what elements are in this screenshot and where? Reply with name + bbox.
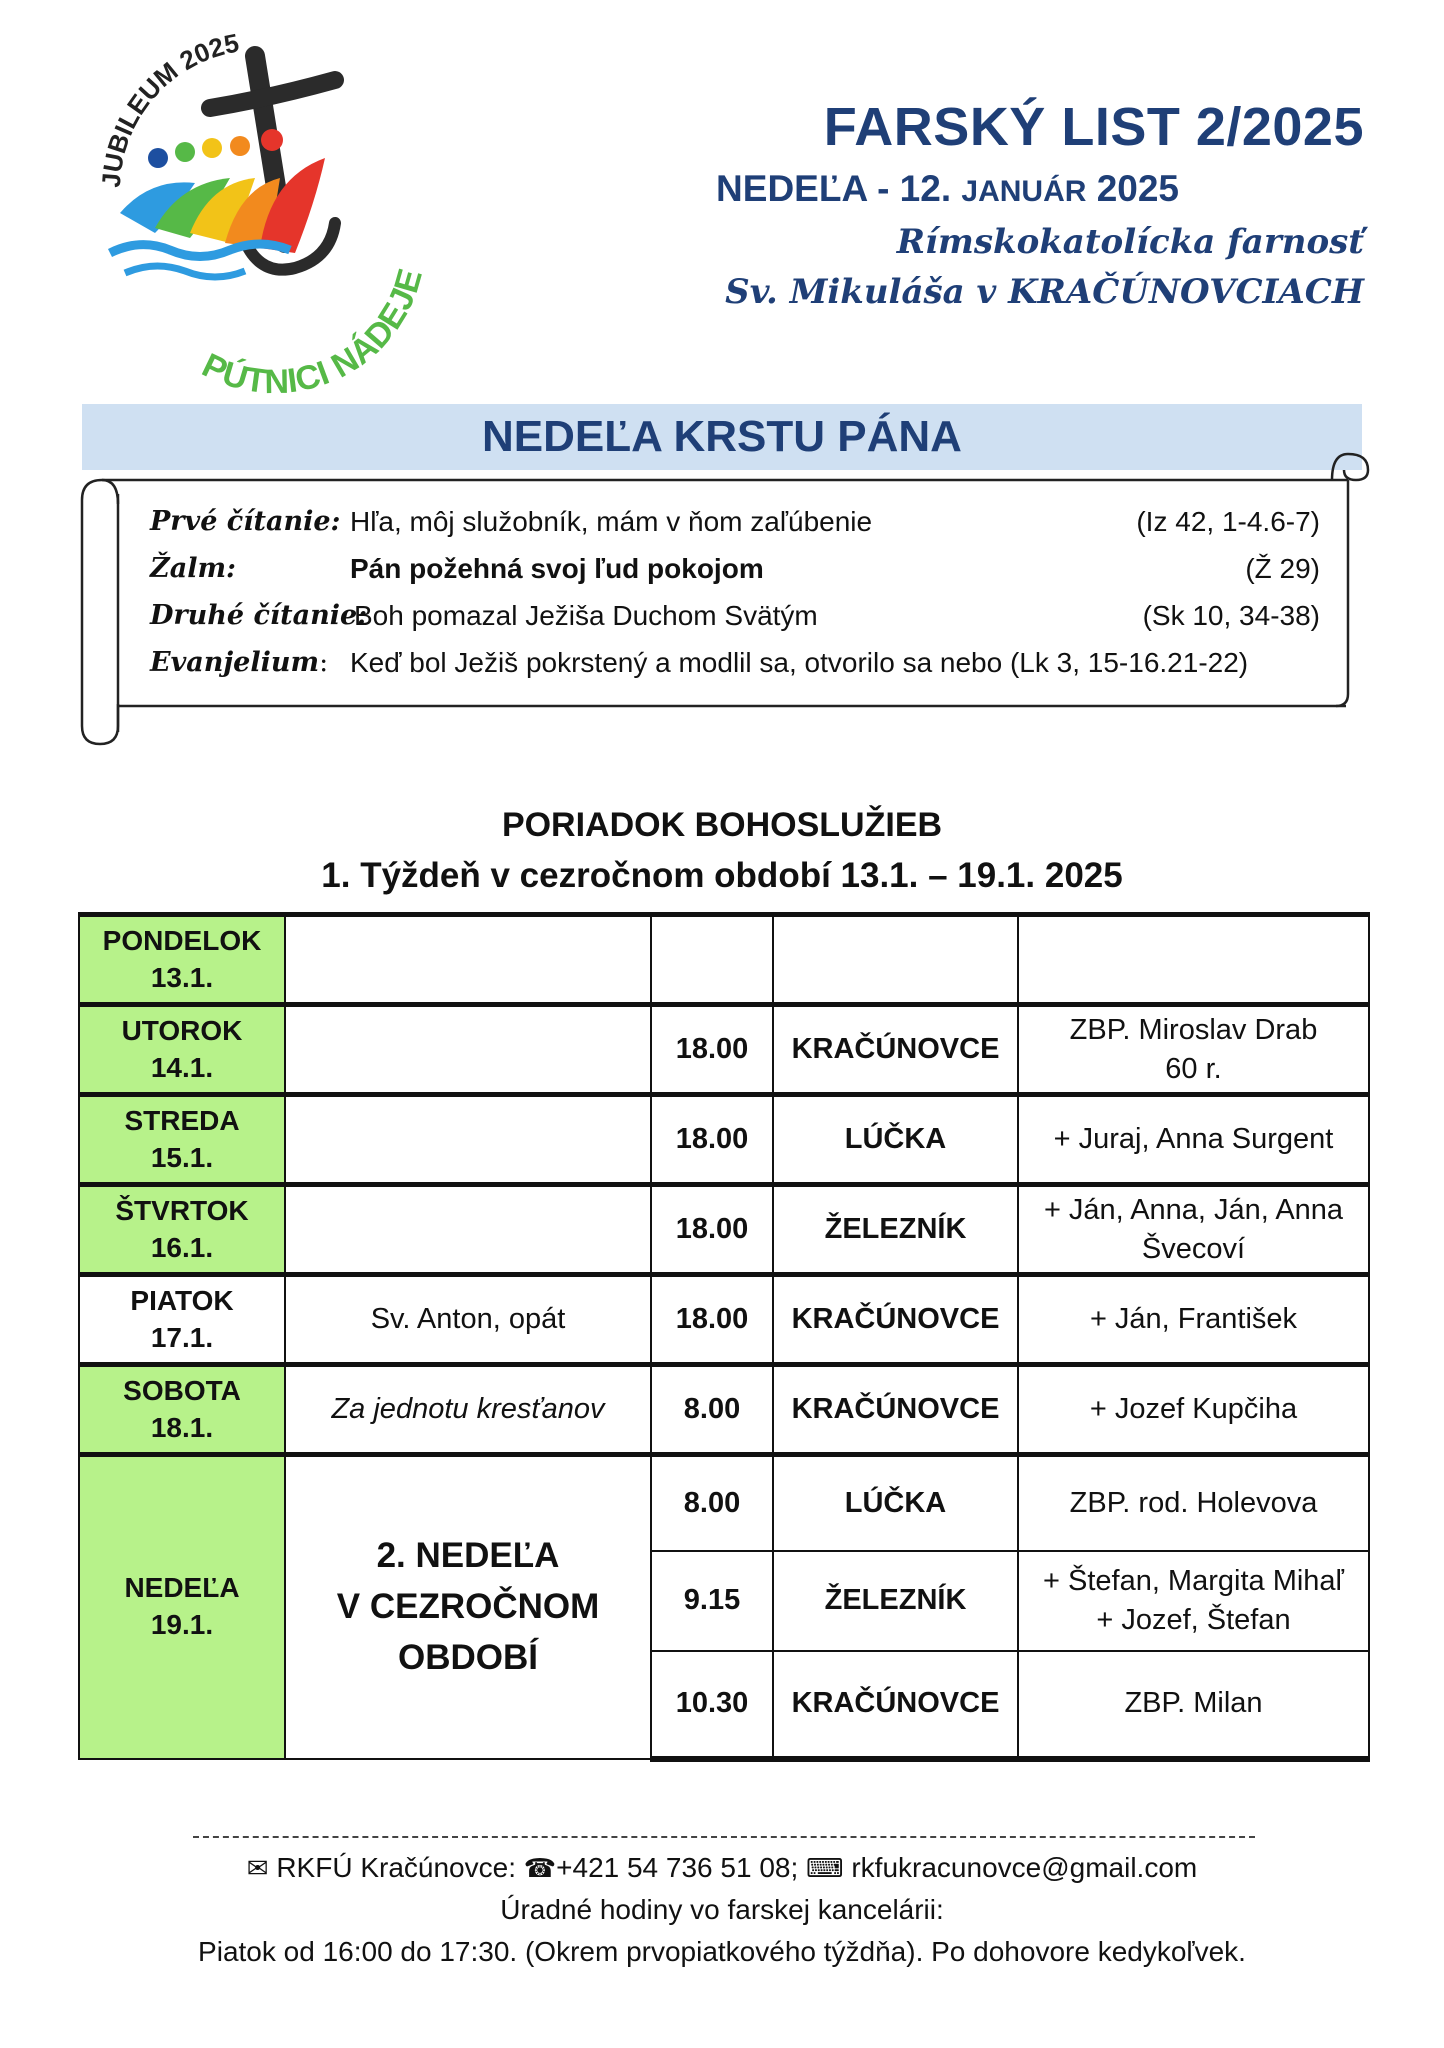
intention-cell [1018, 1005, 1369, 1095]
day-date: 15.1. [150, 1141, 214, 1173]
office-hours-title: Úradné hodiny vo farskej kancelárii: [500, 1894, 944, 1925]
day-name: ŠTVRTOK [115, 1194, 249, 1226]
day-date: 14.1. [150, 1051, 214, 1083]
table-row [79, 1095, 1369, 1185]
time-cell: 18.00 [651, 1095, 773, 1185]
note-cell [285, 1185, 651, 1275]
day-name: UTOROK [121, 1014, 243, 1046]
bulletin-title: FARSKÝ LIST 2/2025 [823, 97, 1364, 157]
day-date: 17.1. [150, 1321, 214, 1353]
intention-line: ZBP. Miroslav Drab [1069, 1014, 1318, 1047]
intention-line: 60 r. [1165, 1052, 1222, 1085]
mass-schedule-table [78, 912, 1370, 1762]
reading-label-psalm: Žalm: [150, 553, 236, 584]
day-date: 18.1. [150, 1411, 214, 1443]
day-cell [79, 1365, 285, 1455]
place-cell: LÚČKA [773, 1095, 1018, 1185]
reading-text-psalm: Pán požehná svoj ľud pokojom [350, 553, 764, 584]
date-prefix: NEDEĽA - 12. [716, 168, 952, 209]
time-cell: 18.00 [651, 1275, 773, 1365]
reading-text-gospel: Keď bol Ježiš pokrstený a modlil sa, otvorilo sa nebo (Lk 3, 15-16.21-22) [350, 647, 1249, 678]
footer-contact [0, 1852, 1444, 1884]
feast-line: OBDOBÍ [398, 1637, 538, 1677]
date-year: 2025 [1096, 168, 1179, 209]
intention-cell: ZBP. Milan [1018, 1651, 1369, 1759]
note-cell [285, 1095, 651, 1185]
sunday-feast-cell [285, 1455, 651, 1759]
table-row [79, 1185, 1369, 1275]
reading-label-first: Prvé čítanie: [150, 506, 341, 537]
bulletin-date [716, 168, 1179, 210]
date-month: JANUÁR [961, 175, 1087, 208]
telephone-icon: ☎ [523, 1854, 557, 1884]
parish-location: Sv. Mikuláša v KRAČÚNOVCIACH [725, 272, 1364, 312]
schedule-week: 1. Týždeň v cezročnom období 13.1. – 19.1. 2025 [321, 856, 1123, 895]
intention-line: + Štefan, Margita Mihaľ [1042, 1565, 1345, 1598]
intention-cell: + Ján, František [1018, 1275, 1369, 1365]
place-cell: ŽELEZNÍK [773, 1551, 1018, 1651]
day-name: PONDELOK [102, 924, 262, 956]
time-cell: 9.15 [651, 1551, 773, 1651]
time-cell: 18.00 [651, 1185, 773, 1275]
reading-text-first: Hľa, môj služobník, mám v ňom zaľúbenie [350, 506, 873, 537]
office-hours: Piatok od 16:00 do 17:30. (Okrem prvopiatkového týždňa). Po dohovore kedykoľvek. [198, 1936, 1246, 1967]
time-cell: 8.00 [651, 1365, 773, 1455]
intention-line: + Jozef, Štefan [1096, 1603, 1291, 1636]
day-cell [79, 1185, 285, 1275]
intention-cell [1018, 1185, 1369, 1275]
reading-ref-second: (Sk 10, 34-38) [1142, 600, 1320, 631]
note-cell [285, 915, 651, 1005]
table-row [79, 1005, 1369, 1095]
table-row [79, 915, 1369, 1005]
day-date: 16.1. [150, 1231, 214, 1263]
feast-title: NEDEĽA KRSTU PÁNA [482, 412, 962, 461]
day-date: 13.1. [150, 961, 214, 993]
intention-line: + Ján, Anna, Ján, Anna [1043, 1194, 1344, 1227]
logo-bottom-text: PÚTNICI NÁDEJE [196, 264, 430, 398]
gospel-label: Evanjelium [150, 647, 320, 678]
svg-text:PÚTNICI NÁDEJE [196, 265, 430, 398]
note-cell [285, 1005, 651, 1095]
reading-label-second: Druhé čítanie: [150, 600, 368, 631]
note-cell: Sv. Anton, opát [285, 1275, 651, 1365]
pilgrims-figures-icon [110, 129, 325, 277]
place-cell: KRAČÚNOVCE [773, 1005, 1018, 1095]
intention-cell: + Juraj, Anna Surgent [1018, 1095, 1369, 1185]
feast-line: V CEZROČNOM [336, 1586, 600, 1626]
time-cell: 18.00 [651, 1005, 773, 1095]
day-date: 19.1. [150, 1609, 214, 1641]
place-cell: ŽELEZNÍK [773, 1185, 1018, 1275]
intention-line: Švecoví [1141, 1232, 1246, 1265]
parish-name: Rímskokatolícka farnosť [896, 222, 1364, 262]
phone-number: +421 54 736 51 08; [556, 1852, 799, 1883]
day-cell [79, 915, 285, 1005]
day-cell [79, 1275, 285, 1365]
intention-cell: + Jozef Kupčiha [1018, 1365, 1369, 1455]
time-cell [651, 915, 773, 1005]
day-name: NEDEĽA [124, 1572, 240, 1604]
time-cell: 8.00 [651, 1455, 773, 1551]
reading-text-second: Boh pomazal Ježiša Duchom Svätým [354, 600, 818, 631]
readings-scroll [78, 444, 1372, 754]
office-name: RKFÚ Kračúnovce: [276, 1852, 516, 1883]
reading-ref-first: (Iz 42, 1-4.6-7) [1136, 506, 1320, 537]
computer-icon: ⌨ [806, 1854, 844, 1884]
day-name: PIATOK [130, 1284, 234, 1316]
place-cell: KRAČÚNOVCE [773, 1365, 1018, 1455]
intention-cell: ZBP. rod. Holevova [1018, 1455, 1369, 1551]
gospel-label-colon: : [319, 647, 329, 678]
day-name: STREDA [124, 1104, 240, 1136]
day-name: SOBOTA [123, 1374, 241, 1406]
reading-label-gospel [150, 647, 328, 678]
intention-cell [1018, 915, 1369, 1005]
day-cell [79, 1005, 285, 1095]
jubilee-logo [80, 28, 450, 398]
logo-arc-text: JUBILEUM 2025 [95, 28, 242, 189]
day-cell [79, 1095, 285, 1185]
time-cell: 10.30 [651, 1651, 773, 1759]
feast-line: 2. NEDEĽA [376, 1536, 560, 1576]
place-cell: LÚČKA [773, 1455, 1018, 1551]
email-address[interactable]: rkfukracunovce@gmail.com [851, 1852, 1198, 1883]
table-row [79, 1455, 1369, 1551]
footer-divider [193, 1836, 1255, 1838]
letter-icon: ✉ [246, 1854, 269, 1884]
place-cell: KRAČÚNOVCE [773, 1651, 1018, 1759]
place-cell: KRAČÚNOVCE [773, 1275, 1018, 1365]
table-row [79, 1275, 1369, 1365]
place-cell [773, 915, 1018, 1005]
note-cell: Za jednotu kresťanov [285, 1365, 651, 1455]
day-cell [79, 1455, 285, 1759]
intention-cell [1018, 1551, 1369, 1651]
table-row [79, 1365, 1369, 1455]
schedule-title: PORIADOK BOHOSLUŽIEB [501, 806, 943, 844]
reading-ref-psalm: (Ž 29) [1245, 553, 1320, 584]
